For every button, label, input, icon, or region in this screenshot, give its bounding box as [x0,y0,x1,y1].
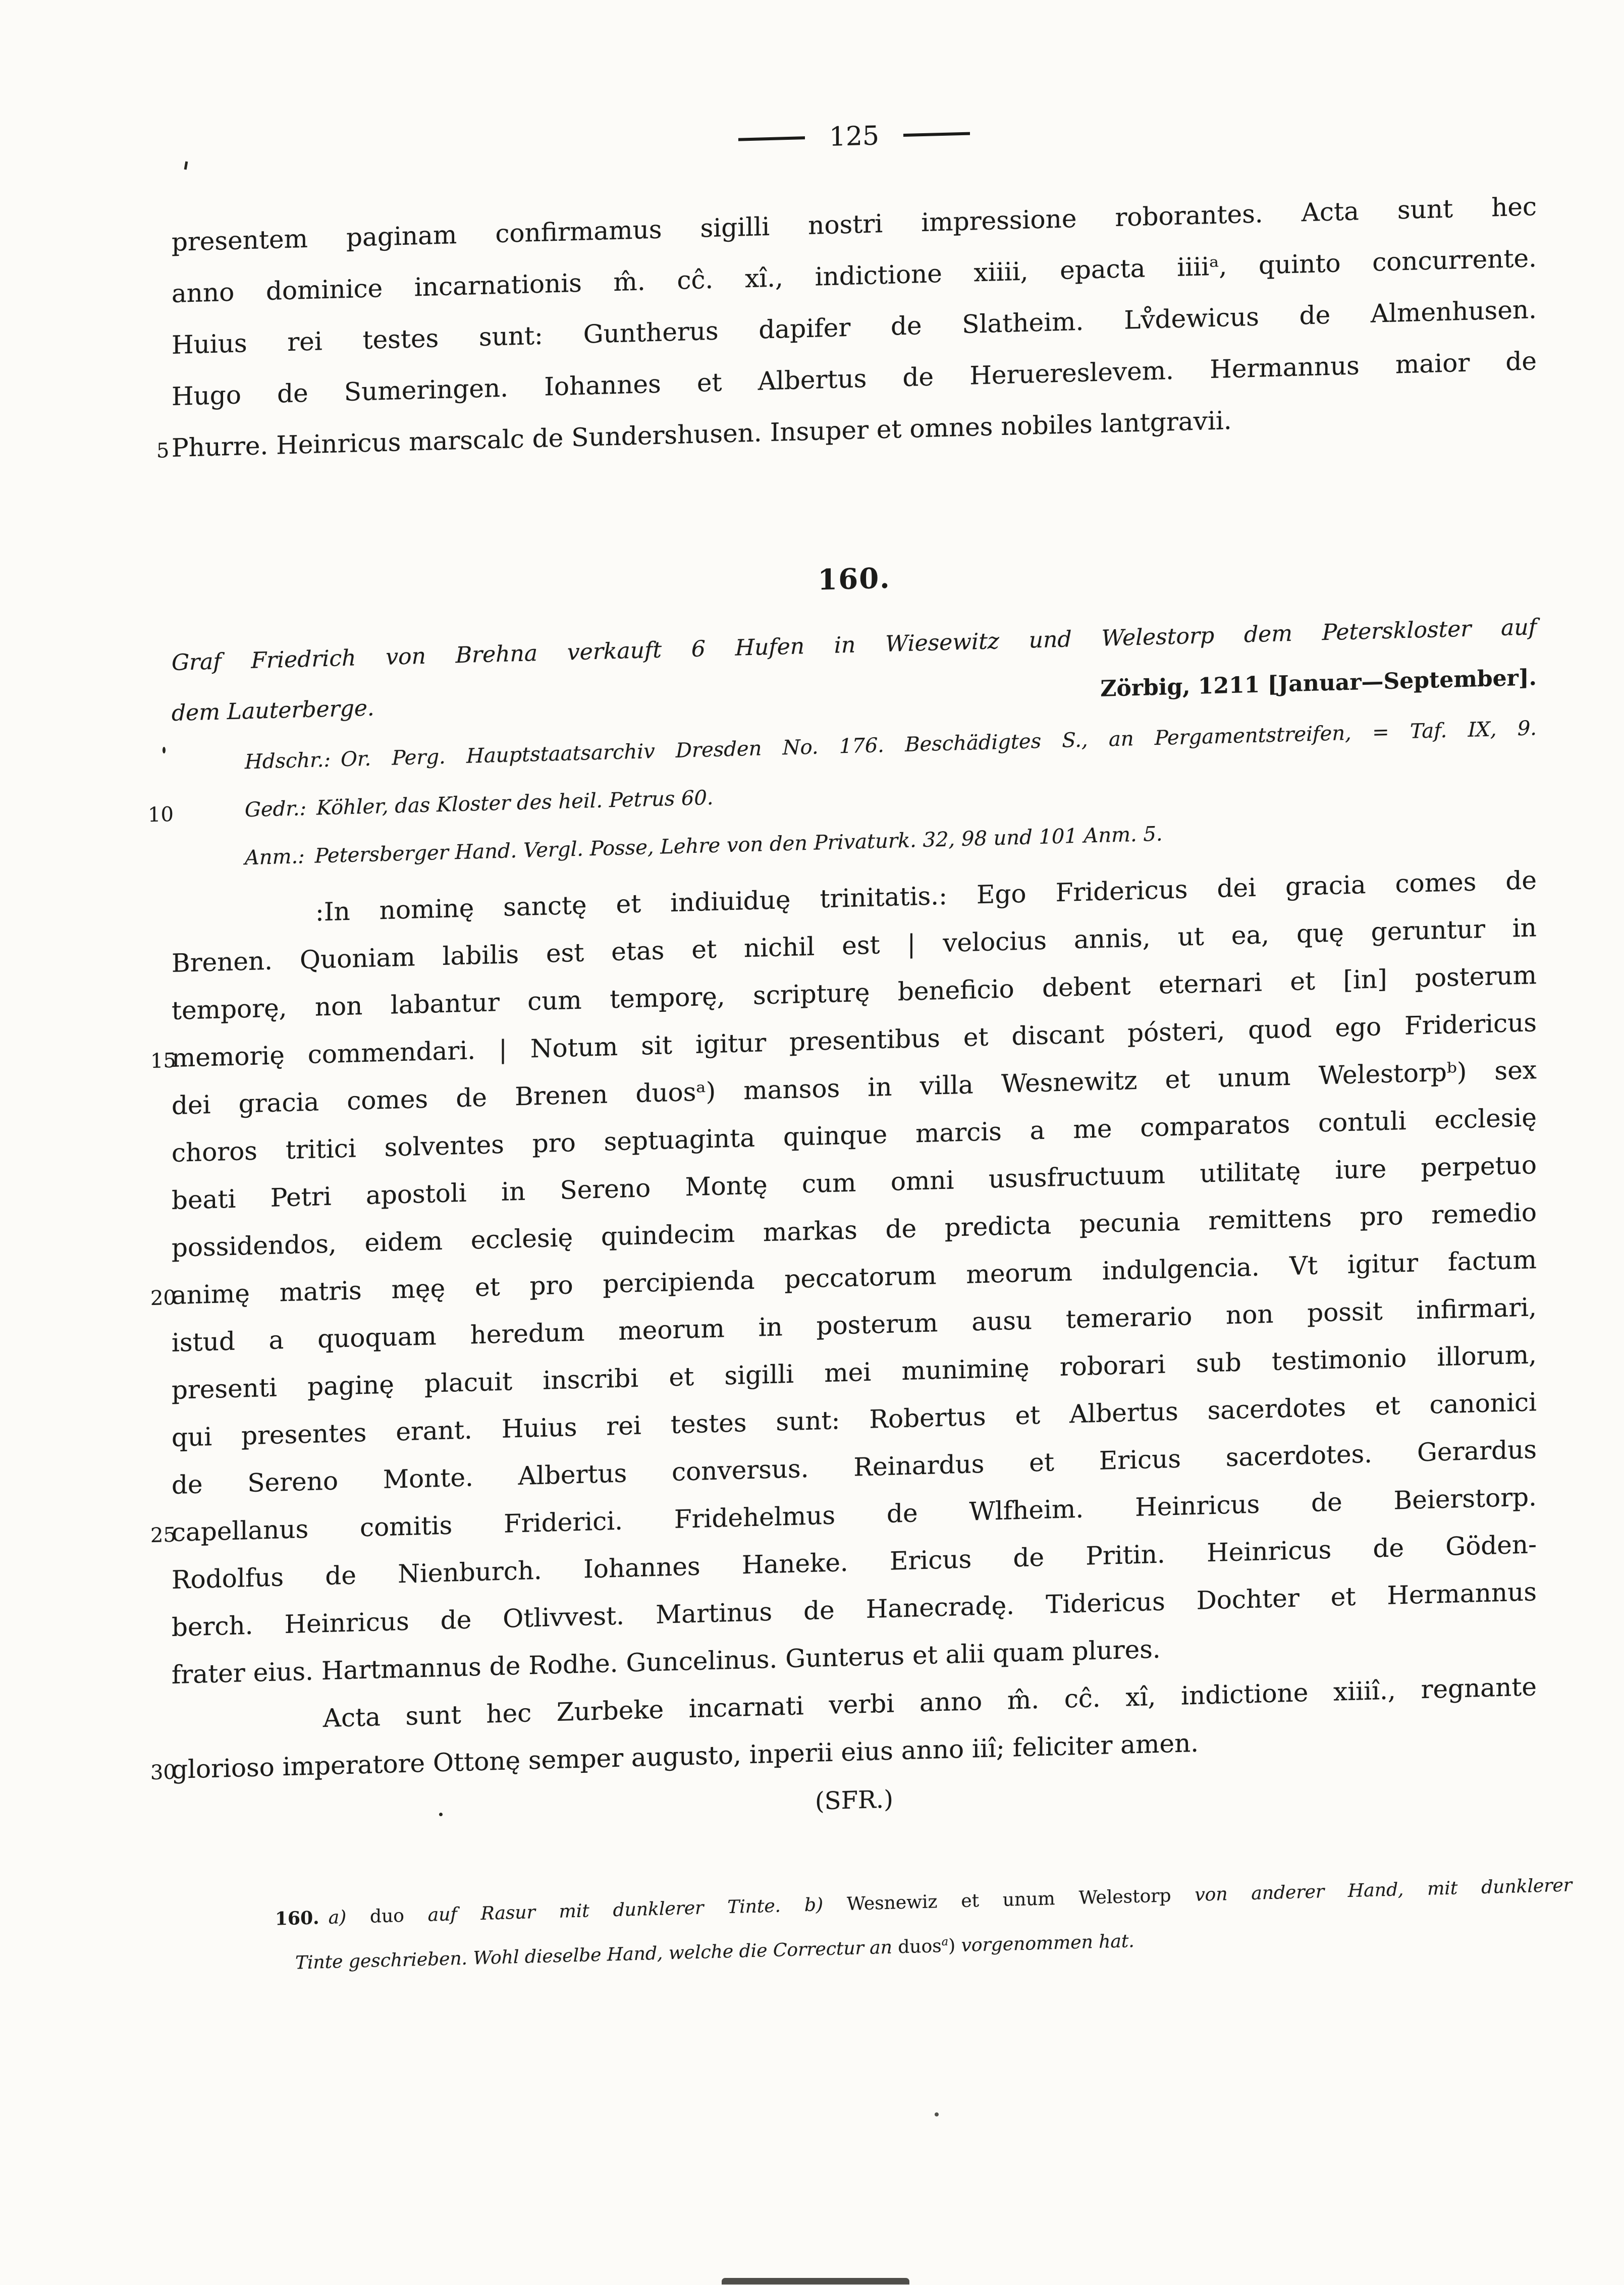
text-line: Huius rei testes sunt: Guntherus dapifer de Slatheim. Lv̊dewicus de Almenhusen. [172,295,1537,360]
text-line: anno dominice incarnationis m̂. cĉ. xî., indictione xiiii, epacta iiiiᵃ, quinto concurrente. [172,243,1537,308]
line-text: Phurre. Heinricus marscalc de Sundershusen. Insuper et omnes nobiles lantgravii. [172,405,1232,463]
charter-text-line: qui presentes erant. Huius rei testes sunt: Robertus et Albertus sacerdotes et canonici [172,1387,1537,1452]
page-number: 125 [829,121,880,152]
line-text: animę matris męę et pro percipienda peccatorum meorum indulgencia. Vt igitur factum [172,1245,1537,1310]
charter-text-line: dei gracia comes de Brenen duosᵃ) mansos in villa Wesnewitz et unum Welestorpᵇ) sex [172,1055,1537,1120]
footnote-german: von anderer Hand, mit dunklerer [1195,1875,1572,1906]
charter-text-line: Acta sunt hec Zurbeke incarnati verbi anno m̂. cĉ. xî, indictione xiiiî., regnante [323,1672,1537,1733]
footnote-german: auf Rasur mit dunklerer Tinte. [427,1895,781,1926]
charter-text-line: presenti paginę placuit inscribi et sigilli mei muniminę roborari sub testimonio illorum, [172,1340,1537,1405]
scan-speck [935,2112,939,2116]
note-text: Petersberger Hand. Vergl. Posse, Lehre von den Privaturk. 32, 98 und 101 Anm. 5. [314,822,1163,868]
charter-text [150,856,1537,1793]
footnote-paren: ) [948,1935,956,1956]
footnote-latin: duo [370,1905,404,1927]
charter-text-line: possidendos, eidem ecclesię quindecim markas de predicta pecunia remittens pro remedio [172,1198,1537,1263]
charter-text-line: de Sereno Monte. Albertus conversus. Reinardus et Ericus sacerdotes. Gerardus [172,1435,1537,1500]
footnote-ref-b: b) [804,1894,824,1916]
charter-text-line: istud a quoquam heredum meorum in posterum ausu temerario non possit infirmari, [172,1292,1537,1357]
page-header [172,103,1537,170]
line-text: capellanus comitis Friderici. Fridehelmus de Wlfheim. Heinricus de Beierstorp. [172,1482,1537,1547]
summary-line-end: dem Lauterberge. [172,695,374,726]
footnote-latin: duos [898,1936,942,1958]
line-number-15: 15 [150,1049,176,1073]
charter-text-line: berch. Heinricus de Otlivvest. Martinus de Hanecradę. Tidericus Dochter et Hermannus [172,1577,1537,1642]
charter-text-line: Brenen. Quoniam labilis est etas et nichil est | velocius annis, ut ea, quę geruntur in [172,913,1537,978]
scan-edge-artifact [722,2278,909,2284]
footnote-german: vorgenommen hat. [961,1931,1134,1956]
line-number-20: 20 [150,1286,176,1311]
charter-text-line: choros tritici solventes pro septuaginta quinque marcis a me comparatos contuli ecclesię [172,1103,1537,1168]
line-number-5: 5 [156,439,170,463]
previous-charter-text [156,181,1537,474]
page-number-rule-left [738,136,805,141]
line-number-30: 30 [150,1760,176,1785]
footnote-sup-ref: a [941,1935,949,1949]
text-line: presentem paginam confirmamus sigilli nostri impressione roborantes. Acta sunt hec [172,192,1537,257]
line-number-25: 25 [150,1523,176,1548]
footnote-number: 160. [275,1907,319,1930]
page-content [148,0,1572,2284]
text-line: Hugo de Sumeringen. Iohannes et Albertus de Heruereslevem. Hermannus maior de [172,346,1537,411]
scan-speck [439,1813,443,1816]
charter-number-heading: 160. [818,561,891,597]
footnote-latin: Wesnewiz et unum Welestorp [846,1885,1171,1915]
line-text: glorioso imperatore Ottonę semper augusto, inperii eius anno iiî; feliciter amen. [172,1728,1199,1784]
note-text: Or. Perg. Hauptstaatsarchiv Dresden No. 176. Beschädigtes S., an Pergamentstreifen, = Taf. IX, 9. [341,717,1537,772]
charter-dateline: Zörbig, 1211 [Januar—September]. [1100,665,1537,702]
note-label: Gedr.: [245,797,307,822]
note-text: Köhler, das Kloster des heil. Petrus 60. [316,786,714,820]
footnote-ref-a: a) [328,1907,347,1928]
scan-speck [163,747,166,753]
charter-text-line: frater eius. Hartmannus de Rodhe. Guncelinus. Gunterus et alii quam plures. [172,1634,1161,1690]
charter-text-line: temporę, non labantur cum temporę, scripturę beneficio debent eternari et [in] posterum [172,960,1537,1025]
line-text: memorię commendari. | Notum sit igitur presentibus et discant pósteri, quod ego Fridericus [172,1008,1537,1073]
footnotes [275,1863,1572,1986]
footnote-german: Tinte geschrieben. Wohl dieselbe Hand, welche die Correctur an [295,1937,892,1974]
summary-line: Graf Friedrich von Brehna verkauft 6 Hufen in Wiesewitz und Welestorp dem Peterskloster auf [172,614,1537,676]
charter-text-line: Rodolfus de Nienburch. Iohannes Haneke. Ericus de Pritin. Heinricus de Göden- [172,1530,1537,1595]
line-number-10: 10 [148,802,174,827]
page-number-rule-right [903,132,970,137]
charter-text-line: beati Petri apostoli in Sereno Montę cum omni ususfructuum utilitatę iure perpetuo [172,1150,1537,1215]
scribe-signature: (SFR.) [815,1785,894,1816]
charter-text-line: :In nominę sanctę et indiuiduę trinitatis.: Ego Fridericus dei gracia comes de [315,865,1537,927]
note-label: Hdschr.: [245,748,331,774]
note-label: Anm.: [245,845,305,870]
